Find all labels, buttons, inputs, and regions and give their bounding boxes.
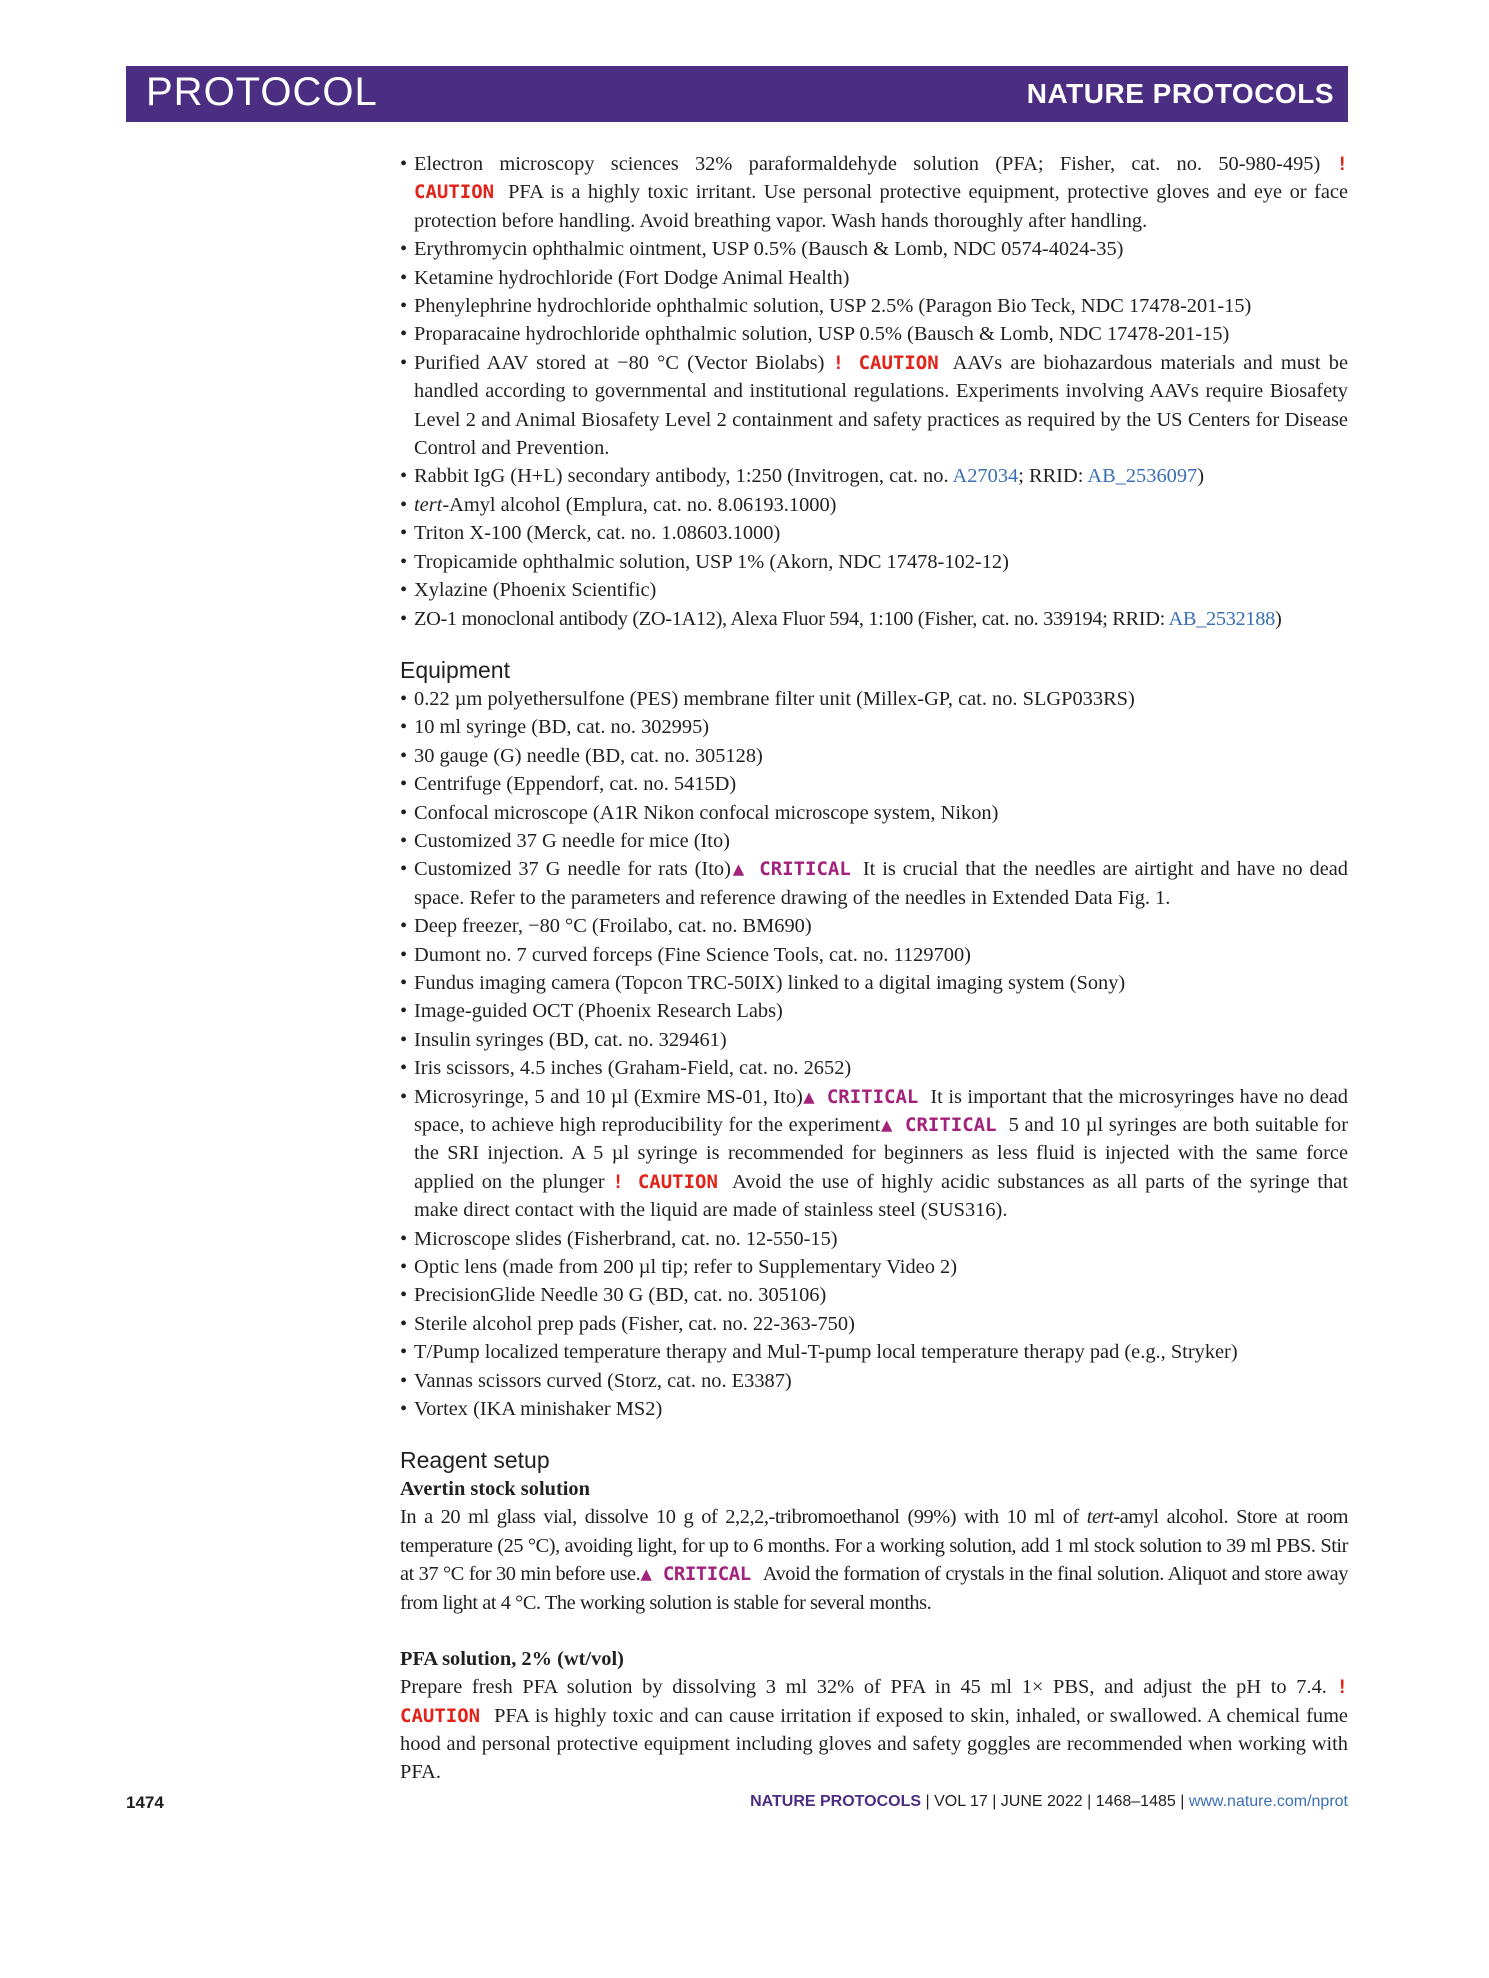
list-item: • Microsyringe, 5 and 10 µl (Exmire MS-01, Ito)▲ CRITICAL It is important that the microsyringes have no dead space, to achieve high reproducibility for the experiment▲ CRITICAL 5 and 10 µl syringes are both suitable for the SRI injection. A 5 µl syringe is recommended for beginners as less fluid is injected with the same force applied on the plunger ! CAUTION Avoid the use of highly acidic substances as all parts of the syringe that make direct contact with the liquid are made of stainless steel (SUS316).	[400, 1083, 1348, 1225]
journal-url-link[interactable]: www.nature.com/nprot	[1188, 1793, 1348, 1810]
equipment-list	[400, 685, 1348, 1424]
equipment-heading: Equipment	[400, 656, 510, 683]
list-item: • Triton X-100 (Merck, cat. no. 1.08603.1000)	[400, 519, 1348, 547]
list-item: • 0.22 µm polyethersulfone (PES) membrane filter unit (Millex-GP, cat. no. SLGP033RS)	[400, 685, 1348, 713]
list-item: • Fundus imaging camera (Topcon TRC-50IX) linked to a digital imaging system (Sony)	[400, 969, 1348, 997]
pfa-title: PFA solution, 2% (wt/vol)	[400, 1648, 624, 1671]
list-item: • Customized 37 G needle for mice (Ito)	[400, 827, 1348, 855]
critical-label: ▲ CRITICAL	[640, 1563, 751, 1586]
critical-label: ▲ CRITICAL	[880, 1114, 997, 1136]
list-item: • Iris scissors, 4.5 inches (Graham-Field, cat. no. 2652)	[400, 1054, 1348, 1082]
list-item: • Insulin syringes (BD, cat. no. 329461)	[400, 1026, 1348, 1054]
list-item: • Phenylephrine hydrochloride ophthalmic solution, USP 2.5% (Paragon Bio Teck, NDC 17478-201-15)	[400, 292, 1348, 320]
avertin-title: Avertin stock solution	[400, 1478, 590, 1501]
catalog-link[interactable]: A27034	[952, 465, 1019, 488]
list-item: • T/Pump localized temperature therapy and Mul-T-pump local temperature therapy pad (e.g., Stryker)	[400, 1338, 1348, 1366]
list-item: • Customized 37 G needle for rats (Ito)▲ CRITICAL It is crucial that the needles are airtight and have no dead space. Refer to the parameters and reference drawing of the needles in Extended Data Fig. 1.	[400, 855, 1348, 912]
list-item: • Microscope slides (Fisherbrand, cat. no. 12-550-15)	[400, 1225, 1348, 1253]
list-item: • Rabbit IgG (H+L) secondary antibody, 1:250 (Invitrogen, cat. no. A27034; RRID: AB_2536097)	[400, 462, 1348, 490]
list-item: • Deep freezer, −80 °C (Froilabo, cat. no. BM690)	[400, 912, 1348, 940]
critical-label: ▲ CRITICAL	[730, 858, 851, 881]
footer-journal: NATURE PROTOCOLS	[750, 1793, 922, 1810]
rrid-link[interactable]: AB_2536097	[1087, 465, 1198, 488]
list-item: • Sterile alcohol prep pads (Fisher, cat. no. 22-363-750)	[400, 1310, 1348, 1338]
list-item: • Vortex (IKA minishaker MS2)	[400, 1395, 1348, 1423]
list-item: • Dumont no. 7 curved forceps (Fine Science Tools, cat. no. 1129700)	[400, 941, 1348, 969]
reagent-list	[400, 150, 1348, 633]
list-item: • 30 gauge (G) needle (BD, cat. no. 305128)	[400, 742, 1348, 770]
pfa-paragraph: Prepare fresh PFA solution by dissolving 3 ml 32% of PFA in 45 ml 1× PBS, and adjust the pH to 7.4. ! CAUTION PFA is highly toxic and can cause irritation if exposed to skin, inhaled, or swallowed. A chemical fume hood and personal protective equipment including gloves and safety goggles are recommended when working with PFA.	[400, 1676, 1348, 1784]
list-item: • tert-Amyl alcohol (Emplura, cat. no. 8.06193.1000)	[400, 491, 1348, 519]
section-label: PROTOCOL	[146, 70, 378, 114]
list-item: • Tropicamide ophthalmic solution, USP 1% (Akorn, NDC 17478-102-12)	[400, 548, 1348, 576]
reagent-setup-heading: Reagent setup	[400, 1447, 550, 1474]
list-item: • ZO-1 monoclonal antibody (ZO-1A12), Alexa Fluor 594, 1:100 (Fisher, cat. no. 339194; RRID: AB_2532188)	[400, 605, 1348, 633]
list-item: • Image-guided OCT (Phoenix Research Labs)	[400, 997, 1348, 1025]
list-item: • Purified AAV stored at −80 °C (Vector Biolabs) ! CAUTION AAVs are biohazardous materials and must be handled according to governmental and institutional regulations. Experiments involving AAVs require Biosafety Level 2 and Animal Biosafety Level 2 containment and safety practices as required by the US Centers for Disease Control and Prevention.	[400, 349, 1348, 463]
journal-name: NATURE PROTOCOLS	[1026, 78, 1334, 109]
header-banner	[126, 66, 1348, 122]
list-item: • Electron microscopy sciences 32% paraformaldehyde solution (PFA; Fisher, cat. no. 50-980-495) ! CAUTION PFA is a highly toxic irritant. Use personal protective equipment, protective gloves and eye or face protection before handling. Avoid breathing vapor. Wash hands thoroughly after handling.	[400, 150, 1348, 235]
caution-label: ! CAUTION	[612, 1170, 718, 1193]
page-number: 1474	[126, 1793, 164, 1812]
list-item: • Optic lens (made from 200 µl tip; refer to Supplementary Video 2)	[400, 1253, 1348, 1281]
footer-citation: NATURE PROTOCOLS | VOL 17 | JUNE 2022 | 1468–1485 | www.nature.com/nprot	[750, 1793, 1348, 1810]
list-item: • Centrifuge (Eppendorf, cat. no. 5415D)	[400, 770, 1348, 798]
list-item: • Confocal microscope (A1R Nikon confocal microscope system, Nikon)	[400, 799, 1348, 827]
critical-label: ▲ CRITICAL	[802, 1085, 919, 1108]
list-item: • Erythromycin ophthalmic ointment, USP 0.5% (Bausch & Lomb, NDC 0574-4024-35)	[400, 235, 1348, 263]
list-item: • Ketamine hydrochloride (Fort Dodge Animal Health)	[400, 264, 1348, 292]
main-content	[400, 150, 1348, 1787]
list-item: • Vannas scissors curved (Storz, cat. no. E3387)	[400, 1367, 1348, 1395]
caution-label: ! CAUTION	[400, 1676, 1348, 1727]
list-item: • PrecisionGlide Needle 30 G (BD, cat. no. 305106)	[400, 1281, 1348, 1309]
avertin-paragraph: In a 20 ml glass vial, dissolve 10 g of 2,2,2,-tribromoethanol (99%) with 10 ml of tert-amyl alcohol. Store at room temperature (25 °C), avoiding light, for up to 6 months. For a working solution, add 1 ml stock solution to 39 ml PBS. Stir at 37 °C for 30 min before use.▲ CRITICAL Avoid the formation of crystals in the final solution. Aliquot and store away from light at 4 °C. The working solution is stable for several months.	[400, 1506, 1348, 1614]
rrid-link[interactable]: AB_2532188	[1168, 607, 1275, 630]
list-item: • 10 ml syringe (BD, cat. no. 302995)	[400, 713, 1348, 741]
caution-label: ! CAUTION	[832, 351, 939, 374]
caution-label: ! CAUTION	[414, 153, 1348, 204]
list-item: • Proparacaine hydrochloride ophthalmic solution, USP 0.5% (Bausch & Lomb, NDC 17478-201-15)	[400, 320, 1348, 348]
list-item: • Xylazine (Phoenix Scientific)	[400, 576, 1348, 604]
